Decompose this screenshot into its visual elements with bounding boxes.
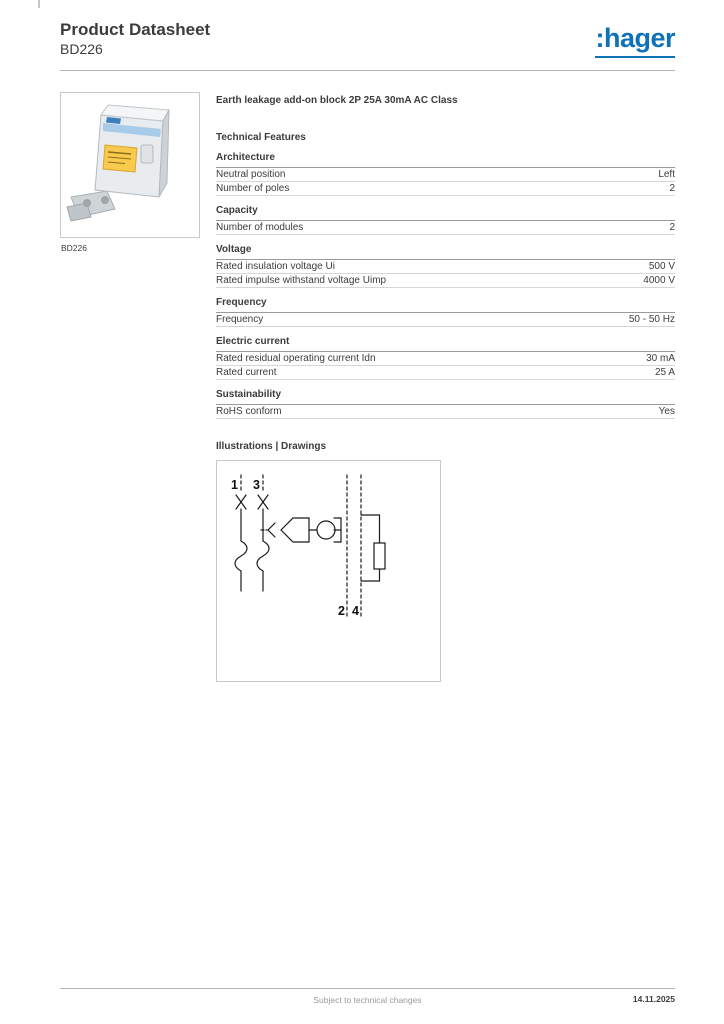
product-code: BD226 bbox=[60, 41, 103, 57]
section-title: Voltage bbox=[216, 244, 675, 260]
row-value: 2 bbox=[669, 222, 675, 233]
row-label: RoHS conform bbox=[216, 406, 282, 417]
row-value: 500 V bbox=[648, 261, 675, 272]
row-label: Number of poles bbox=[216, 183, 290, 194]
table-row bbox=[216, 168, 675, 182]
crop-mark bbox=[38, 0, 40, 8]
section-title: Capacity bbox=[216, 205, 675, 221]
table-row bbox=[216, 182, 675, 196]
footer-note: Subject to technical changes bbox=[313, 995, 422, 1005]
table-row bbox=[216, 352, 675, 366]
section-title: Electric current bbox=[216, 336, 675, 352]
row-value: Left bbox=[658, 169, 675, 180]
page-title: Product Datasheet bbox=[60, 20, 211, 39]
row-label: Rated current bbox=[216, 367, 277, 378]
table-row bbox=[216, 313, 675, 327]
hager-logo: :hager bbox=[595, 25, 675, 58]
section-electric-current bbox=[216, 336, 675, 380]
section-capacity bbox=[216, 205, 675, 235]
row-label: Number of modules bbox=[216, 222, 304, 233]
row-value: 2 bbox=[669, 183, 675, 194]
row-value: 4000 V bbox=[643, 275, 675, 286]
wiring-diagram-drawing bbox=[217, 461, 440, 681]
footer-divider bbox=[60, 988, 675, 989]
technical-features-heading: Technical Features bbox=[216, 132, 306, 143]
row-value: 30 mA bbox=[646, 353, 675, 364]
footer-date: 14.11.2025 bbox=[632, 994, 675, 1004]
terminal-label-4: 4 bbox=[352, 604, 359, 618]
terminal-label-2: 2 bbox=[338, 604, 345, 618]
row-value: Yes bbox=[658, 406, 675, 417]
wiring-diagram bbox=[216, 460, 441, 682]
section-title: Architecture bbox=[216, 152, 675, 168]
section-voltage bbox=[216, 244, 675, 288]
illustrations-heading: Illustrations | Drawings bbox=[216, 441, 327, 452]
section-frequency bbox=[216, 297, 675, 327]
product-description: Earth leakage add-on block 2P 25A 30mA AC Class bbox=[216, 95, 458, 106]
table-row bbox=[216, 274, 675, 288]
row-value: 50 - 50 Hz bbox=[628, 314, 675, 325]
table-row bbox=[216, 405, 675, 419]
device-body bbox=[67, 105, 169, 221]
product-image bbox=[60, 92, 200, 238]
terminal-label-3: 3 bbox=[253, 478, 260, 492]
terminal-label-1: 1 bbox=[231, 478, 238, 492]
product-photo-illustration bbox=[61, 93, 199, 237]
section-title: Sustainability bbox=[216, 389, 675, 405]
table-row bbox=[216, 366, 675, 380]
table-row bbox=[216, 221, 675, 235]
row-label: Neutral position bbox=[216, 169, 286, 180]
main-content bbox=[216, 92, 675, 682]
row-label: Rated impulse withstand voltage Uimp bbox=[216, 275, 387, 286]
row-label: Rated insulation voltage Ui bbox=[216, 261, 335, 272]
section-sustainability bbox=[216, 389, 675, 419]
table-row bbox=[216, 260, 675, 274]
row-label: Rated residual operating current Idn bbox=[216, 353, 376, 364]
row-value: 25 A bbox=[654, 367, 675, 378]
section-title: Frequency bbox=[216, 297, 675, 313]
row-label: Frequency bbox=[216, 314, 264, 325]
product-image-caption: BD226 bbox=[61, 243, 87, 253]
header-divider bbox=[60, 70, 675, 71]
section-architecture bbox=[216, 152, 675, 196]
